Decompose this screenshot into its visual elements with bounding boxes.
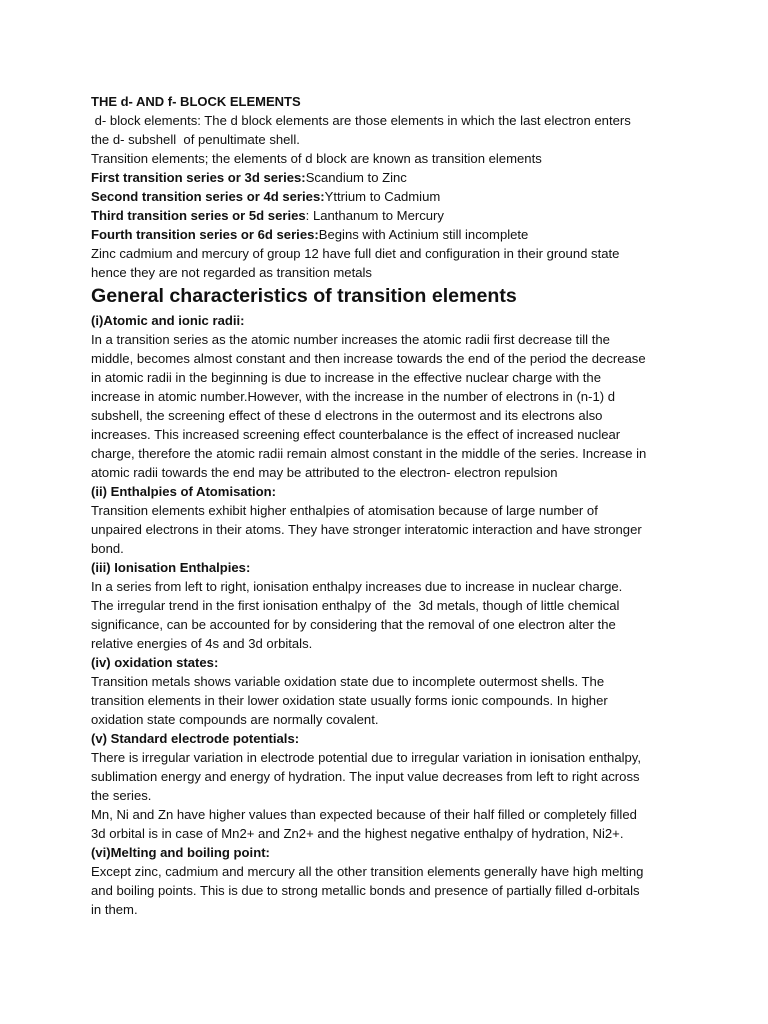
series-line bbox=[91, 206, 691, 225]
body-line: in them. bbox=[91, 902, 138, 917]
series-line bbox=[91, 168, 691, 187]
body-line: Mn, Ni and Zn have higher values than expected because of their half filled or completely filled bbox=[91, 807, 637, 822]
body-line: Transition metals shows variable oxidation state due to incomplete outermost shells. The bbox=[91, 674, 605, 689]
body-line: subshell, the screening effect of these d electrons in the outermost and its electrons also bbox=[91, 408, 603, 423]
body-line: transition elements in their lower oxidation state usually forms ionic compounds. In higher bbox=[91, 693, 608, 708]
series-line bbox=[91, 225, 691, 244]
subsection-body bbox=[91, 501, 691, 558]
series-label: Fourth transition series or 6d series: bbox=[91, 227, 319, 242]
body-line: the series. bbox=[91, 788, 152, 803]
body-line: The irregular trend in the first ionisation enthalpy of the 3d metals, though of little chemical bbox=[91, 598, 620, 613]
body-line: There is irregular variation in electrode potential due to irregular variation in ionisation enthalpy, bbox=[91, 750, 642, 765]
series-text: Scandium to Zinc bbox=[305, 170, 407, 185]
intro-line: Transition elements; the elements of d block are known as transition elements bbox=[91, 151, 542, 166]
body-line: middle, becomes almost constant and then increase towards the end of the period the decrease bbox=[91, 351, 646, 366]
subsection-body bbox=[91, 577, 691, 653]
intro-line: the d- subshell of penultimate shell. bbox=[91, 132, 300, 147]
series-label: Third transition series or 5d series bbox=[91, 208, 306, 223]
body-line: and boiling points. This is due to strong metallic bonds and presence of partially filled d-orbitals bbox=[91, 883, 640, 898]
body-line: atomic radii towards the end may be attributed to the electron- electron repulsion bbox=[91, 465, 558, 480]
body-line: bond. bbox=[91, 541, 124, 556]
subsection-body bbox=[91, 748, 691, 843]
series-line bbox=[91, 187, 691, 206]
subsection-heading: (iii) Ionisation Enthalpies: bbox=[91, 560, 251, 575]
subsection-heading: (vi)Melting and boiling point: bbox=[91, 845, 270, 860]
subsection-heading: (ii) Enthalpies of Atomisation: bbox=[91, 484, 277, 499]
series-label: Second transition series or 4d series: bbox=[91, 189, 325, 204]
body-line: oxidation state compounds are normally covalent. bbox=[91, 712, 379, 727]
body-line: increases. This increased screening effect counterbalance is the effect of increased nuclear bbox=[91, 427, 621, 442]
body-line: 3d orbital is in case of Mn2+ and Zn2+ and the highest negative enthalpy of hydration, Ni2+. bbox=[91, 826, 624, 841]
body-line: Transition elements exhibit higher enthalpies of atomisation because of large number of bbox=[91, 503, 598, 518]
body-line: significance, can be accounted for by considering that the removal of one electron alter the bbox=[91, 617, 616, 632]
subsection-body bbox=[91, 862, 691, 919]
subsection-body bbox=[91, 672, 691, 729]
series-text: : Lanthanum to Mercury bbox=[305, 208, 444, 223]
body-line: sublimation energy and energy of hydration. The input value decreases from left to right across bbox=[91, 769, 640, 784]
series-label: First transition series or 3d series: bbox=[91, 170, 306, 185]
document-content bbox=[91, 92, 691, 919]
body-line: in atomic radii in the beginning is due to increase in the effective nuclear charge with the bbox=[91, 370, 601, 385]
body-line: In a transition series as the atomic number increases the atomic radii first decrease till the bbox=[91, 332, 610, 347]
document-title: THE d- AND f- BLOCK ELEMENTS bbox=[91, 94, 301, 109]
subsection-heading: (i)Atomic and ionic radii: bbox=[91, 313, 245, 328]
body-line: increase in atomic number.However, with the increase in the number of electrons in (n-1) d bbox=[91, 389, 616, 404]
body-line: unpaired electrons in their atoms. They have stronger interatomic interaction and have stronger bbox=[91, 522, 642, 537]
series-text: Yttrium to Cadmium bbox=[324, 189, 441, 204]
intro-line: d- block elements: The d block elements are those elements in which the last electron enters bbox=[91, 113, 631, 128]
subsection-body bbox=[91, 330, 691, 482]
body-line: Except zinc, cadmium and mercury all the other transition elements generally have high melting bbox=[91, 864, 644, 879]
subsection-heading: (iv) oxidation states: bbox=[91, 655, 219, 670]
section-heading: General characteristics of transition elements bbox=[91, 285, 517, 307]
body-line: charge, therefore the atomic radii remain almost constant in the middle of the series. Increase in bbox=[91, 446, 647, 461]
zinc-note-line: hence they are not regarded as transition metals bbox=[91, 265, 372, 280]
body-line: relative energies of 4s and 3d orbitals. bbox=[91, 636, 313, 651]
body-line: In a series from left to right, ionisation enthalpy increases due to increase in nuclear charge. bbox=[91, 579, 623, 594]
subsection-heading: (v) Standard electrode potentials: bbox=[91, 731, 300, 746]
series-text: Begins with Actinium still incomplete bbox=[318, 227, 529, 242]
zinc-note-line: Zinc cadmium and mercury of group 12 have full diet and configuration in their ground state bbox=[91, 246, 620, 261]
